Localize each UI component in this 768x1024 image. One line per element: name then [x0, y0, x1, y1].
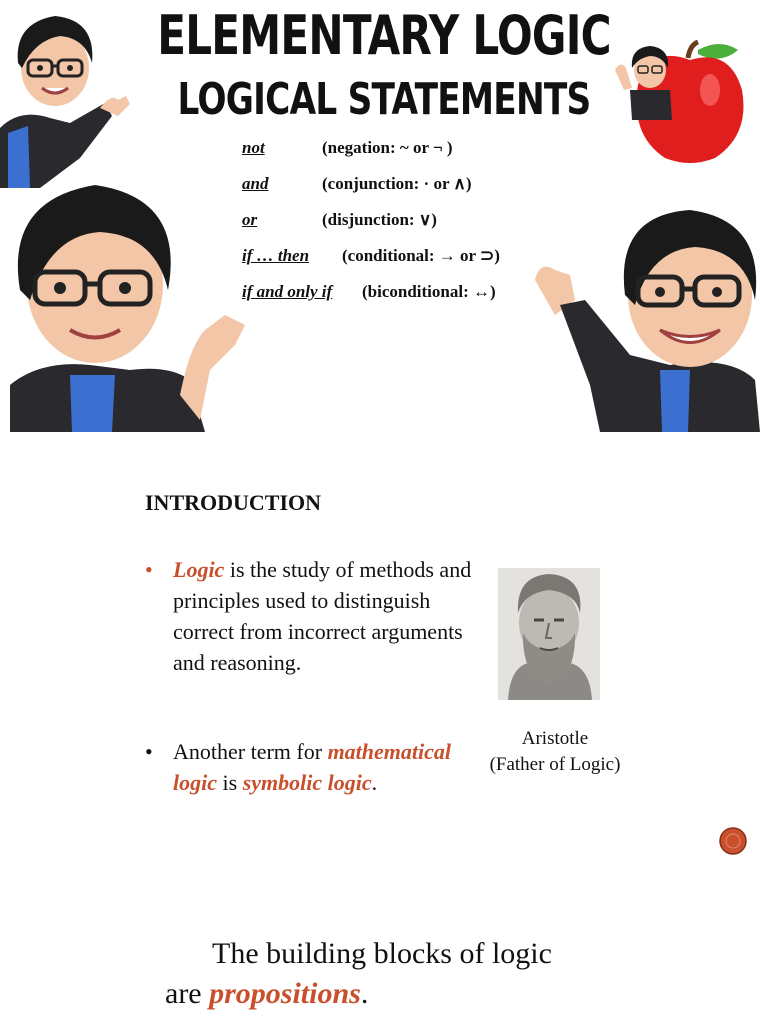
term-logic: Logic	[173, 557, 225, 582]
apple-avatar-icon	[610, 40, 750, 165]
slide-title: ELEMENTARY LOGIC	[157, 4, 611, 67]
operator-row-if-then	[242, 246, 500, 266]
operator-word: or	[242, 210, 258, 229]
bullet-logic-definition	[145, 554, 480, 678]
operator-row-not	[242, 138, 453, 158]
operator-description: (disjunction: ∨)	[322, 210, 437, 229]
bullet-marker: •	[145, 557, 153, 582]
bullet-text: .	[371, 770, 378, 795]
operator-word: if and only if	[242, 282, 333, 301]
bullet-text: is the study of methods and principles used to distinguish correct from incorrect arguments and reasoning.	[173, 557, 472, 675]
slide-subtitle: LOGICAL STATEMENTS	[177, 74, 591, 125]
slide-propositions	[0, 877, 768, 1024]
portrait-caption	[460, 726, 650, 778]
term-symbolic-logic: symbolic logic	[242, 770, 372, 795]
bullet-marker: •	[145, 739, 153, 764]
bullet-symbolic-logic	[145, 736, 480, 798]
statement-text: .	[360, 977, 369, 1010]
operator-row-iff	[242, 282, 496, 302]
avatar-excited-icon	[530, 205, 768, 432]
operator-description: (biconditional: ↔)	[362, 282, 496, 301]
operator-description: (conditional: → or ⊃)	[342, 246, 500, 265]
term-propositions: propositions	[209, 977, 361, 1010]
operator-word: if … then	[242, 246, 310, 265]
caption-subtitle: (Father of Logic)	[489, 754, 621, 775]
term-mathematical-logic: mathematical logic	[173, 739, 452, 795]
caption-name: Aristotle	[521, 728, 589, 749]
bullet-text: Another term for	[173, 739, 328, 764]
aristotle-portrait-icon	[498, 568, 600, 700]
statement-text: are	[165, 977, 210, 1010]
operator-description: (conjunction: · or ∧)	[322, 174, 472, 193]
slide-number-badge-icon	[719, 827, 747, 855]
bullet-text: is	[217, 770, 243, 795]
avatar-presenting-icon	[0, 180, 250, 432]
avatar-waving-icon	[0, 8, 135, 188]
slide-logical-statements	[0, 0, 768, 432]
statement-line-1: The building blocks of logic	[212, 937, 552, 970]
slide-introduction	[0, 432, 768, 877]
operator-word: not	[242, 138, 265, 157]
operator-description: (negation: ~ or ¬ )	[322, 138, 453, 157]
section-heading: INTRODUCTION	[145, 490, 322, 515]
operator-word: and	[242, 174, 269, 193]
statement-line-2	[165, 977, 368, 1011]
